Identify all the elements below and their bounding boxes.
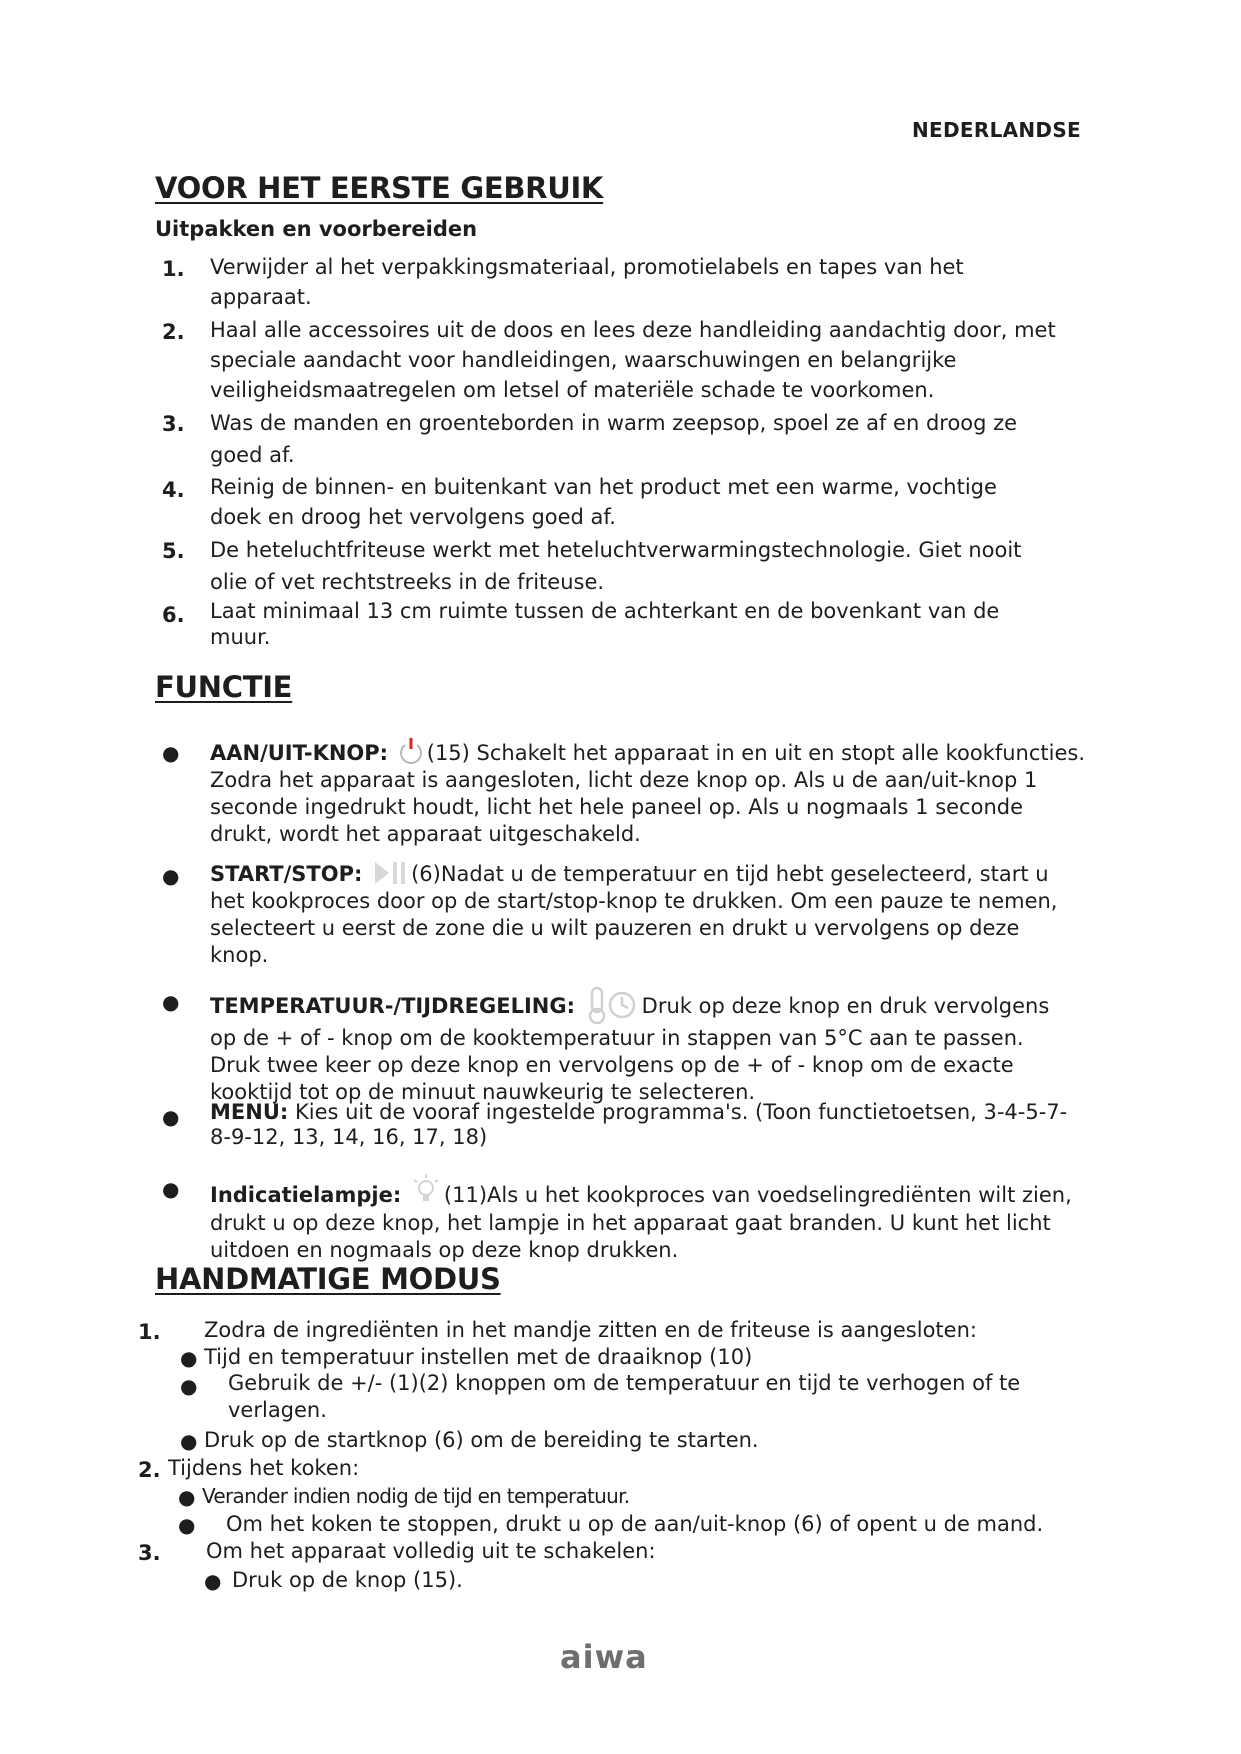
list-item: MENU: Kies uit de vooraf ingestelde programma's. (Toon functietoetsen, 3-4-5-7- 8-9-12, 13, 14, 16, 17, 18) [210,1100,1068,1149]
language-label: NEDERLANDSE [912,118,1081,142]
bullet: ● [162,990,180,1014]
bullet: ● [178,1485,196,1509]
temperature-timer-icon [584,985,640,1025]
bullet: ● [162,1177,180,1201]
list-item: Haal alle accessoires uit de doos en lees deze handleiding aandachtig door, met speciale aandacht voor handleidingen, waarschuwingen en belangrijke veiligheidsmaatregelen om letsel of materiële schade te voorkomen. [210,318,1056,402]
bullet: ● [180,1346,198,1370]
list-item: Gebruik de +/- (1)(2) knoppen om de temperatuur en tijd te verhogen of te verlagen. [228,1371,1021,1422]
bullet: ● [162,1105,180,1129]
step-text: Tijdens het koken: [168,1456,360,1480]
section-title-function: FUNCTIE [155,670,293,704]
list-number: 6. [162,603,185,627]
power-icon [397,736,425,766]
bullet: ● [162,864,180,888]
list-item: START/STOP: (6)Nadat u de temperatuur en tijd hebt geselecteerd, start u het kookproces door op de start/stop-knop te drukken. Om een pauze te nemen, selecteert u eerst de zone die u wilt pauzeren en drukt u vervolgens op deze knop. [210,859,1058,969]
list-item: Druk op de knop (15). [232,1568,463,1592]
bullet: ● [204,1569,222,1593]
bullet: ● [180,1374,198,1398]
bullet: ● [178,1513,196,1537]
list-item: Verwijder al het verpakkingsmateriaal, promotielabels en tapes van het apparaat. [210,255,964,309]
list-number: 5. [162,539,185,563]
list-item: TEMPERATUUR-/TIJDREGELING: Druk op deze knop en druk vervolgens op de + of - knop om de kooktemperatuur in stappen van 5°C aan te passen. Druk twee keer op deze knop en vervolgens op de + of - knop om de exacte kooktijd tot op de minuut nauwkeurig te selecteren. [210,985,1049,1106]
logo-text: aiwa [560,1640,648,1676]
list-item: Verander indien nodig de tijd en temperatuur. [202,1484,630,1508]
step-text: Om het apparaat volledig uit te schakelen: [206,1539,656,1563]
section-title-first-use: VOOR HET EERSTE GEBRUIK [155,171,604,205]
list-number: 2. [162,320,185,344]
step-text: Zodra de ingrediënten in het mandje zitten en de friteuse is aangesloten: [204,1318,977,1342]
light-bulb-icon [410,1172,442,1210]
subtitle-unpacking: Uitpakken en voorbereiden [155,217,478,241]
list-item: Reinig de binnen- en buitenkant van het product met een warme, vochtige doek en droog het vervolgens goed af. [210,475,997,529]
list-number: 2. [138,1458,161,1482]
list-number: 3. [138,1541,161,1565]
bullet: ● [180,1429,198,1453]
list-item: Indicatielampje: (11)Als u het kookproces van voedselingrediënten wilt zien, drukt u op deze knop, het lampje in het apparaat gaat branden. U kunt het licht uitdoen en nogmaals op deze knop drukken. [210,1172,1072,1264]
list-item: AAN/UIT-KNOP: (15) Schakelt het apparaat in en uit en stopt alle kookfuncties. Zodra het apparaat is aangesloten, licht deze knop op. Als u de aan/uit-knop 1 seconde ingedrukt houdt, licht het hele paneel op. Als u nogmaals 1 seconde drukt, wordt het apparaat uitgeschakeld. [210,736,1085,848]
list-item: De heteluchtfriteuse werkt met heteluchtverwarmingstechnologie. Giet nooit olie of vet rechtstreeks in de friteuse. [210,538,1022,594]
list-item: Laat minimaal 13 cm ruimte tussen de achterkant en de bovenkant van de muur. [210,599,1000,649]
list-number: 3. [162,412,185,436]
bullet: ● [162,741,180,765]
list-number: 1. [138,1320,161,1344]
list-number: 4. [162,478,185,502]
list-item: Om het koken te stoppen, drukt u op de aan/uit-knop (6) of opent u de mand. [226,1512,1044,1536]
section-title-manual-mode: HANDMATIGE MODUS [155,1262,501,1296]
list-item: Druk op de startknop (6) om de bereiding te starten. [204,1428,759,1452]
list-item: Tijd en temperatuur instellen met de draaiknop (10) [204,1345,753,1369]
aiwa-logo [560,1640,685,1680]
list-item: Was de manden en groenteborden in warm zeepsop, spoel ze af en droog ze goed af. [210,411,1018,467]
list-number: 1. [162,257,185,281]
play-pause-icon [371,859,409,887]
